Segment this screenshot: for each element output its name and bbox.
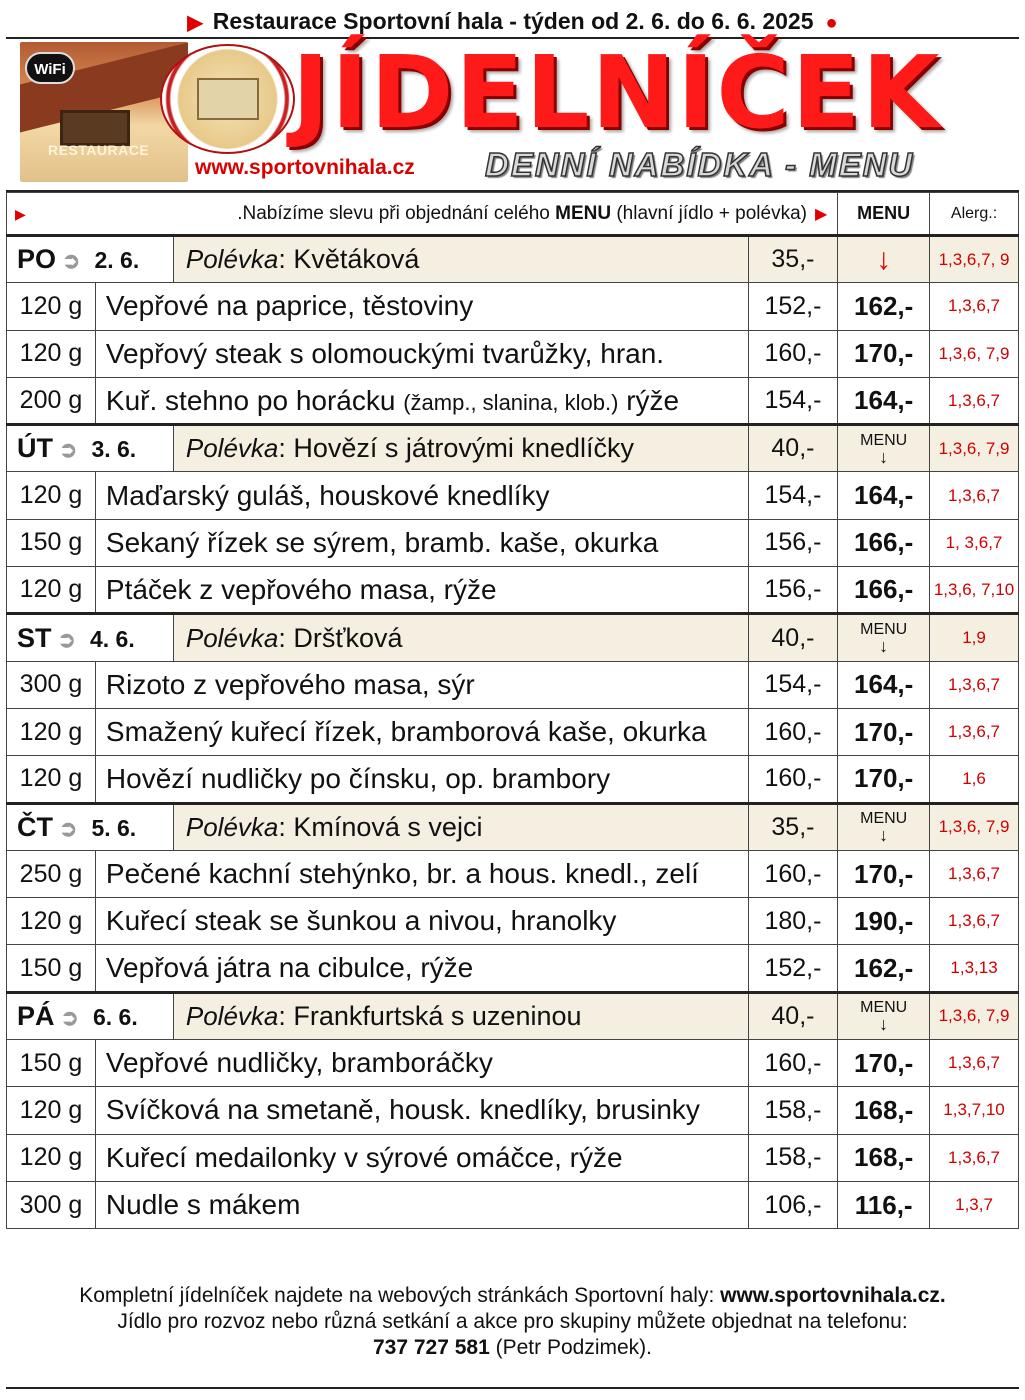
day-date: 6. 6.	[92, 1003, 138, 1030]
contact-name: (Petr Podzimek).	[489, 1336, 652, 1359]
menu-marker-label: MENU	[860, 999, 908, 1017]
meal-row	[7, 567, 1019, 614]
table-header-row	[7, 193, 1019, 236]
meal-menu-price: 168,-	[838, 1087, 930, 1134]
footer	[0, 1283, 1025, 1361]
meal-price: 180,-	[748, 898, 838, 945]
meal-menu-price: 162,-	[838, 945, 930, 992]
menu-marker	[838, 803, 930, 850]
meal-price: 160,-	[748, 1040, 838, 1087]
meal-price: 160,-	[748, 850, 838, 897]
allergens-column-header: Alerg.:	[930, 193, 1019, 236]
meal-name: Kuř. stehno po horácku	[105, 384, 404, 416]
meal-allergens: 1,3,6,7	[930, 708, 1019, 755]
meal-weight: 150 g	[7, 1040, 96, 1087]
down-arrow-icon: ↓	[879, 825, 889, 846]
meal-row	[7, 1087, 1019, 1134]
meal-menu-price: 168,-	[838, 1134, 930, 1181]
meal-price: 154,-	[748, 472, 838, 519]
day-row	[7, 992, 1019, 1039]
meal-allergens: 1,3,6,7	[930, 283, 1019, 330]
meal-menu-price: 170,-	[838, 756, 930, 803]
red-triangle-icon: ▶	[815, 205, 828, 223]
meal-row	[7, 283, 1019, 330]
day-name: ST	[17, 622, 52, 653]
meal-weight: 120 g	[7, 1134, 96, 1181]
day-label	[7, 992, 174, 1039]
meal-name-cell	[95, 850, 748, 897]
soup-name: Hovězí s játrovými knedlíčky	[293, 433, 634, 464]
soup-allergens: 1,3,6, 7,9	[930, 992, 1019, 1039]
meal-name: Smažený kuřecí řízek, bramborová kaše, okurka	[105, 716, 707, 748]
meal-weight: 120 g	[7, 330, 96, 377]
meal-menu-price: 164,-	[838, 472, 930, 519]
meal-allergens: 1,3,6, 7,9	[930, 330, 1019, 377]
meal-name: Pečené kachní stehýnko, br. a hous. knedl., zelí	[105, 858, 699, 889]
meal-name: Sekaný řízek se sýrem, bramb. kaše, okurka	[105, 526, 659, 558]
meal-name-cell	[95, 945, 748, 992]
soup-cell	[173, 803, 748, 850]
meal-row	[7, 1040, 1019, 1087]
meal-name: Vepřové na paprice, těstoviny	[105, 290, 474, 322]
down-arrow-icon: ↓	[879, 446, 889, 467]
meal-allergens: 1,3,6,7	[930, 377, 1019, 424]
meal-price: 156,-	[748, 519, 838, 566]
red-dot-icon: ●	[825, 12, 838, 34]
meal-row	[7, 1134, 1019, 1181]
day-name: PÁ	[17, 1000, 55, 1031]
meal-name-cell	[95, 756, 748, 803]
day-row	[7, 425, 1019, 472]
meal-allergens: 1,3,6,7	[930, 898, 1019, 945]
arrow-right-icon: ➲	[62, 248, 81, 274]
meal-row	[7, 377, 1019, 424]
meal-row	[7, 708, 1019, 755]
meal-weight: 150 g	[7, 945, 96, 992]
page-subtitle: DENNÍ NABÍDKA - MENU	[485, 146, 915, 183]
soup-label: Polévka	[185, 244, 279, 275]
down-arrow-icon: ↓	[879, 636, 889, 657]
soup-name: Kmínová s vejci	[293, 811, 483, 842]
meal-menu-price: 164,-	[838, 661, 930, 708]
meal-price: 152,-	[748, 283, 838, 330]
meal-price: 106,-	[748, 1181, 838, 1228]
day-row	[7, 803, 1019, 850]
soup-allergens: 1,3,6, 7,9	[930, 803, 1019, 850]
meal-menu-price: 170,-	[838, 708, 930, 755]
day-label	[7, 425, 174, 472]
meal-name-cell	[95, 330, 748, 377]
meal-name-cell	[95, 1134, 748, 1181]
soup-label: Polévka	[185, 433, 279, 464]
day-date: 4. 6.	[89, 625, 135, 652]
meal-allergens: 1,3,6,7	[930, 661, 1019, 708]
soup-name: Květáková	[293, 244, 420, 275]
bottom-divider	[6, 1387, 1019, 1389]
meal-name: Rizoto z vepřového masa, sýr	[105, 668, 475, 700]
meal-name: Kuřecí steak se šunkou a nivou, hranolky	[105, 905, 617, 937]
meal-menu-price: 170,-	[838, 330, 930, 377]
soup-cell	[173, 614, 748, 661]
soup-price: 40,-	[748, 992, 838, 1039]
soup-name: Dršťková	[293, 622, 403, 653]
soup-colon: :	[278, 1000, 294, 1031]
meal-allergens: 1,3,7	[930, 1181, 1019, 1228]
soup-colon: :	[278, 433, 294, 464]
meal-name: Vepřové nudličky, bramboráčky	[105, 1047, 493, 1079]
menu-marker-label: MENU	[860, 431, 908, 449]
menu-column-header: MENU	[838, 193, 930, 236]
red-triangle-icon: ▶	[187, 12, 203, 34]
discount-note: ▶ .Nabízíme slevu při objednání celého MENU (hlavní jídlo + polévka) ▶	[7, 193, 838, 236]
day-name: ČT	[17, 811, 53, 842]
meal-price: 154,-	[748, 661, 838, 708]
meal-allergens: 1,3,6,7	[930, 1040, 1019, 1087]
meal-row	[7, 472, 1019, 519]
meal-menu-price: 116,-	[838, 1181, 930, 1228]
meal-allergens: 1,3,6, 7,10	[930, 567, 1019, 614]
menu-marker-label: MENU	[860, 810, 908, 828]
meal-menu-price: 166,-	[838, 519, 930, 566]
meal-price: 156,-	[748, 567, 838, 614]
meal-name-cell	[95, 519, 748, 566]
meal-name-cell	[95, 1040, 748, 1087]
soup-cell	[173, 425, 748, 472]
arrow-right-icon: ➲	[59, 815, 78, 841]
meal-name-cell	[95, 708, 748, 755]
meal-weight: 250 g	[7, 850, 96, 897]
day-date: 3. 6.	[91, 436, 137, 463]
meal-menu-price: 170,-	[838, 1040, 930, 1087]
down-arrow-icon: ↓	[879, 1014, 889, 1035]
meal-weight: 120 g	[7, 756, 96, 803]
meal-menu-price: 162,-	[838, 283, 930, 330]
meal-name-cell	[95, 377, 748, 424]
footer-order-text: Jídlo pro rozvoz nebo různá setkání a akce pro skupiny můžete objednat na telefonu:	[117, 1310, 908, 1333]
meal-name-cell	[95, 472, 748, 519]
meal-weight: 150 g	[7, 519, 96, 566]
soup-colon: :	[278, 811, 294, 842]
meal-name-cell	[95, 283, 748, 330]
soup-cell	[173, 236, 748, 283]
meal-name: Vepřová játra na cibulce, rýže	[105, 952, 474, 984]
day-row	[7, 236, 1019, 283]
meal-weight: 300 g	[7, 1181, 96, 1228]
meal-menu-price: 190,-	[838, 898, 930, 945]
meal-price: 160,-	[748, 756, 838, 803]
meal-row	[7, 519, 1019, 566]
meal-name: Svíčková na smetaně, housk. knedlíky, brusinky	[105, 1094, 700, 1126]
meal-row	[7, 1181, 1019, 1228]
menu-marker-label: MENU	[860, 621, 908, 639]
meal-weight: 120 g	[7, 1087, 96, 1134]
meal-name: Maďarský guláš, houskové knedlíky	[105, 479, 550, 511]
meal-allergens: 1,3,13	[930, 945, 1019, 992]
meal-weight: 200 g	[7, 377, 96, 424]
meal-name: Hovězí nudličky po čínsku, op. brambory	[105, 762, 611, 794]
meal-name-cell	[95, 661, 748, 708]
meal-price: 160,-	[748, 708, 838, 755]
phone-number[interactable]: 737 727 581	[372, 1336, 490, 1359]
soup-cell	[173, 992, 748, 1039]
meal-row	[7, 945, 1019, 992]
red-triangle-icon: ▶	[15, 205, 26, 222]
meal-row	[7, 898, 1019, 945]
meal-name: Vepřový steak s olomouckými tvarůžky, hran.	[105, 337, 665, 369]
meal-menu-price: 170,-	[838, 850, 930, 897]
meal-weight: 120 g	[7, 898, 96, 945]
meal-weight: 300 g	[7, 661, 96, 708]
meal-allergens: 1,3,6,7	[930, 1134, 1019, 1181]
meal-price: 158,-	[748, 1087, 838, 1134]
week-header-text: Restaurace Sportovní hala - týden od 2. 6. do 6. 6. 2025	[212, 8, 814, 34]
menu-marker	[838, 614, 930, 661]
meal-allergens: 1, 3,6,7	[930, 519, 1019, 566]
soup-price: 40,-	[748, 614, 838, 661]
meal-name: Ptáček z vepřového masa, rýže	[105, 573, 497, 605]
meal-name: Nudle s mákem	[105, 1189, 301, 1221]
page-title: JÍDELNÍČEK	[292, 34, 942, 151]
meal-menu-price: 164,-	[838, 377, 930, 424]
meal-weight: 120 g	[7, 283, 96, 330]
arrow-right-icon: ➲	[60, 1004, 79, 1030]
soup-colon: :	[278, 622, 294, 653]
meal-name-note: (žamp., slanina, klob.)	[403, 389, 619, 415]
meal-allergens: 1,6	[930, 756, 1019, 803]
soup-label: Polévka	[185, 622, 279, 653]
meal-row	[7, 661, 1019, 708]
day-label	[7, 236, 174, 283]
day-name: PO	[17, 244, 57, 275]
footer-text: Kompletní jídelníček najdete na webových stránkách Sportovní haly:	[79, 1284, 721, 1307]
meal-weight: 120 g	[7, 567, 96, 614]
meal-weight: 120 g	[7, 708, 96, 755]
menu-marker	[838, 992, 930, 1039]
soup-name: Frankfurtská s uzeninou	[293, 1000, 582, 1031]
soup-colon: :	[278, 244, 294, 275]
day-row	[7, 614, 1019, 661]
week-header	[0, 6, 1025, 36]
wifi-icon: WiFi	[25, 52, 75, 84]
meal-allergens: 1,3,7,10	[930, 1087, 1019, 1134]
day-name: ÚT	[17, 433, 53, 464]
meal-name-cell	[95, 1181, 748, 1228]
arrow-right-icon: ➲	[59, 437, 78, 463]
soup-price: 35,-	[748, 236, 838, 283]
meal-name: Kuřecí medailonky v sýrové omáčce, rýže	[105, 1141, 623, 1173]
meal-name-cell	[95, 898, 748, 945]
meal-price: 154,-	[748, 377, 838, 424]
day-date: 5. 6.	[91, 814, 137, 841]
day-date: 2. 6.	[94, 247, 140, 274]
soup-price: 35,-	[748, 803, 838, 850]
meal-name-cell	[95, 567, 748, 614]
website-link[interactable]: www.sportovnihala.cz	[195, 156, 415, 179]
arrow-right-icon: ➲	[57, 626, 76, 652]
city-hall-seal-logo	[160, 44, 295, 154]
meal-menu-price: 166,-	[838, 567, 930, 614]
soup-allergens: 1,3,6, 7,9	[930, 425, 1019, 472]
meal-allergens: 1,3,6,7	[930, 472, 1019, 519]
day-label	[7, 614, 174, 661]
menu-table	[6, 192, 1019, 1229]
meal-row	[7, 330, 1019, 377]
soup-allergens: 1,3,6,7, 9	[930, 236, 1019, 283]
meal-price: 152,-	[748, 945, 838, 992]
meal-price: 160,-	[748, 330, 838, 377]
meal-name-tail: rýže	[618, 384, 680, 416]
meal-price: 158,-	[748, 1134, 838, 1181]
menu-marker	[838, 425, 930, 472]
red-down-arrow-icon: ↓	[838, 236, 930, 283]
soup-allergens: 1,9	[930, 614, 1019, 661]
footer-website-link[interactable]: www.sportovnihala.cz.	[720, 1284, 946, 1307]
soup-label: Polévka	[185, 1000, 279, 1031]
meal-allergens: 1,3,6,7	[930, 850, 1019, 897]
meal-row	[7, 850, 1019, 897]
soup-label: Polévka	[185, 811, 279, 842]
meal-row	[7, 756, 1019, 803]
day-label	[7, 803, 174, 850]
meal-name-cell	[95, 1087, 748, 1134]
restaurant-sign-text: RESTAURACE	[48, 142, 150, 158]
soup-price: 40,-	[748, 425, 838, 472]
meal-weight: 120 g	[7, 472, 96, 519]
